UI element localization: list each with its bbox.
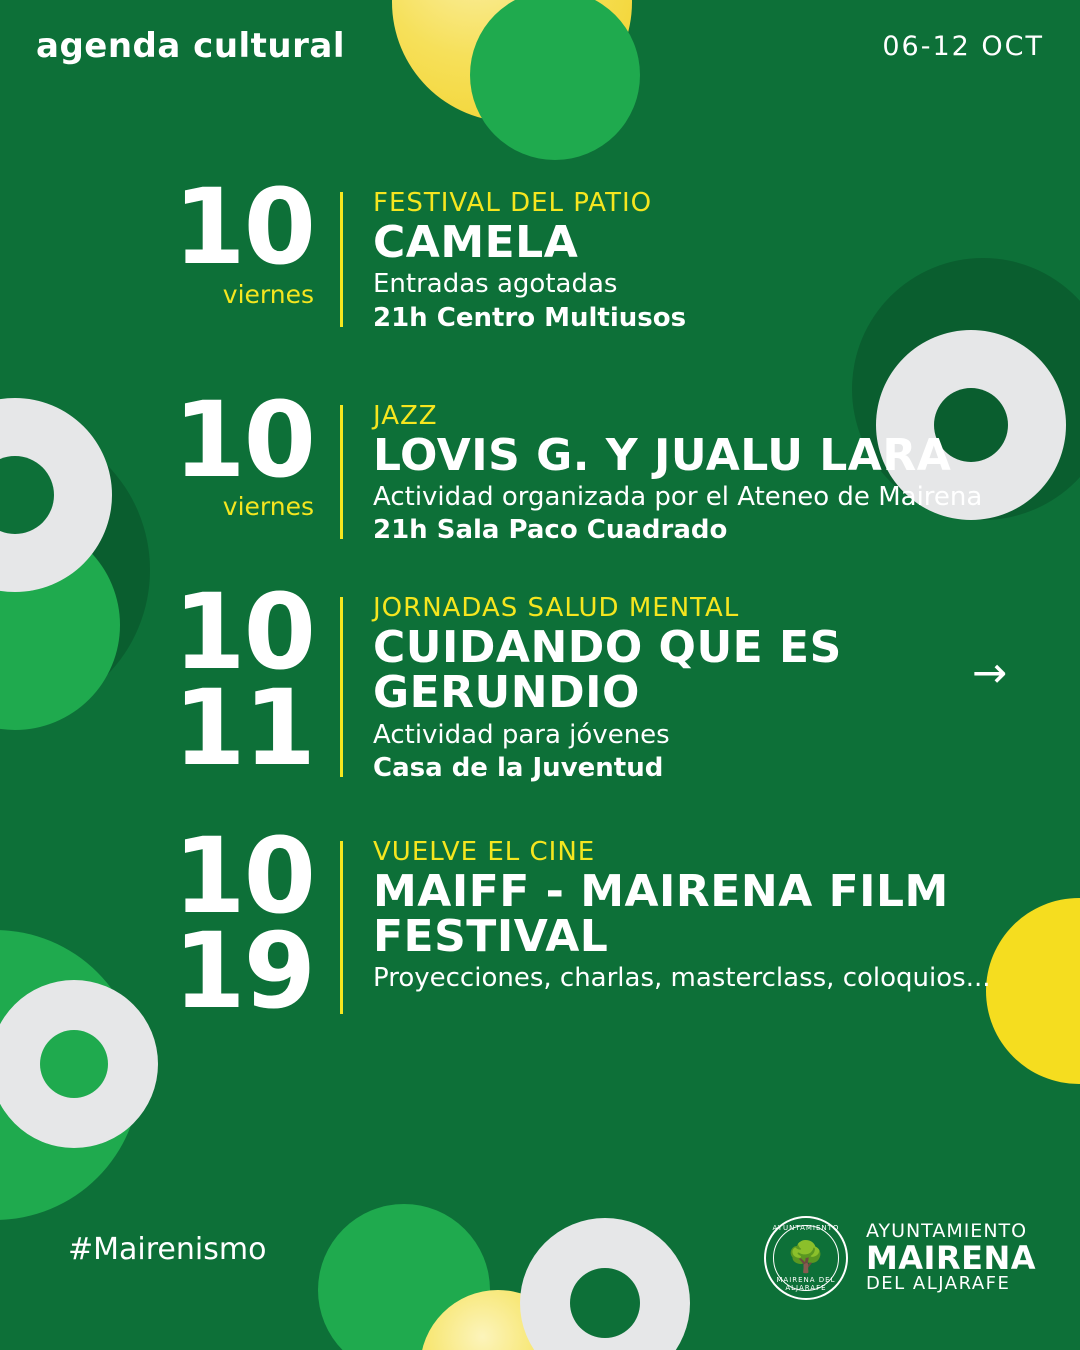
crest-icon xyxy=(764,1216,848,1300)
event-weekday: viernes xyxy=(222,279,314,309)
event-description: Entradas agotadas xyxy=(373,269,618,300)
next-arrow-icon[interactable]: → xyxy=(972,648,1008,697)
footer-logo xyxy=(764,1216,1036,1300)
event-day-end: 11 xyxy=(173,666,314,789)
event-title: LOVIS G. Y JUALU LARA xyxy=(373,429,952,481)
event-description: Actividad para jóvenes xyxy=(373,719,670,750)
event-title: MAIFF - MAIRENA FILM FESTIVAL xyxy=(373,865,949,963)
list-item[interactable] xyxy=(0,378,1080,546)
event-title: CAMELA xyxy=(373,217,579,268)
event-body xyxy=(343,585,1080,783)
event-place: Casa de la Juventud xyxy=(373,752,664,783)
decor-ring-bottom-mid-hole xyxy=(570,1268,640,1338)
event-day: 10 xyxy=(173,571,314,693)
town-line-2: MAIRENA xyxy=(865,1238,1036,1277)
event-dates xyxy=(0,571,340,789)
hashtag: #Mairenismo xyxy=(68,1232,267,1267)
event-day: 10 xyxy=(173,814,314,937)
event-dates xyxy=(0,378,340,522)
town-line-1: AYUNTAMIENTO xyxy=(865,1219,1028,1242)
event-category: JORNADAS SALUD MENTAL xyxy=(373,593,740,623)
list-item[interactable] xyxy=(0,166,1080,333)
town-line-3: DEL ALJARAFE xyxy=(865,1273,1011,1295)
crest-top-text: AYUNTAMIENTO xyxy=(772,1224,840,1232)
event-day: 10 xyxy=(173,166,314,288)
event-body xyxy=(343,829,1080,995)
date-range: 06-12 OCT xyxy=(882,30,1044,62)
event-category: JAZZ xyxy=(373,400,438,431)
decor-circle-green-top xyxy=(470,0,640,160)
event-dates xyxy=(0,166,340,309)
event-title: CUIDANDO QUE ES GERUNDIO xyxy=(373,622,842,719)
event-body xyxy=(343,393,1080,546)
agenda-list xyxy=(0,166,1080,1062)
crest-bottom-text: MAIRENA DEL ALJARAFE xyxy=(776,1276,836,1292)
event-weekday: viernes xyxy=(222,492,314,522)
town-name-block xyxy=(865,1219,1036,1295)
event-category: VUELVE EL CINE xyxy=(373,836,596,867)
list-item[interactable] xyxy=(0,571,1080,789)
event-day-end: 19 xyxy=(173,910,314,1033)
event-place: 21h Centro Multiusos xyxy=(373,302,687,333)
event-place: 21h Sala Paco Cuadrado xyxy=(373,515,728,545)
event-category: FESTIVAL DEL PATIO xyxy=(373,188,653,218)
brand-title: agenda cultural xyxy=(36,26,346,66)
event-body xyxy=(343,180,1080,333)
list-item[interactable] xyxy=(0,814,1080,1033)
event-description: Actividad organizada por el Ateneo de Mairena xyxy=(373,481,983,512)
header xyxy=(36,26,1044,66)
event-day: 10 xyxy=(173,378,314,501)
event-dates xyxy=(0,814,340,1033)
tree-icon: 🌳 xyxy=(787,1241,825,1274)
event-description: Proyecciones, charlas, masterclass, coloquios... xyxy=(373,963,991,994)
